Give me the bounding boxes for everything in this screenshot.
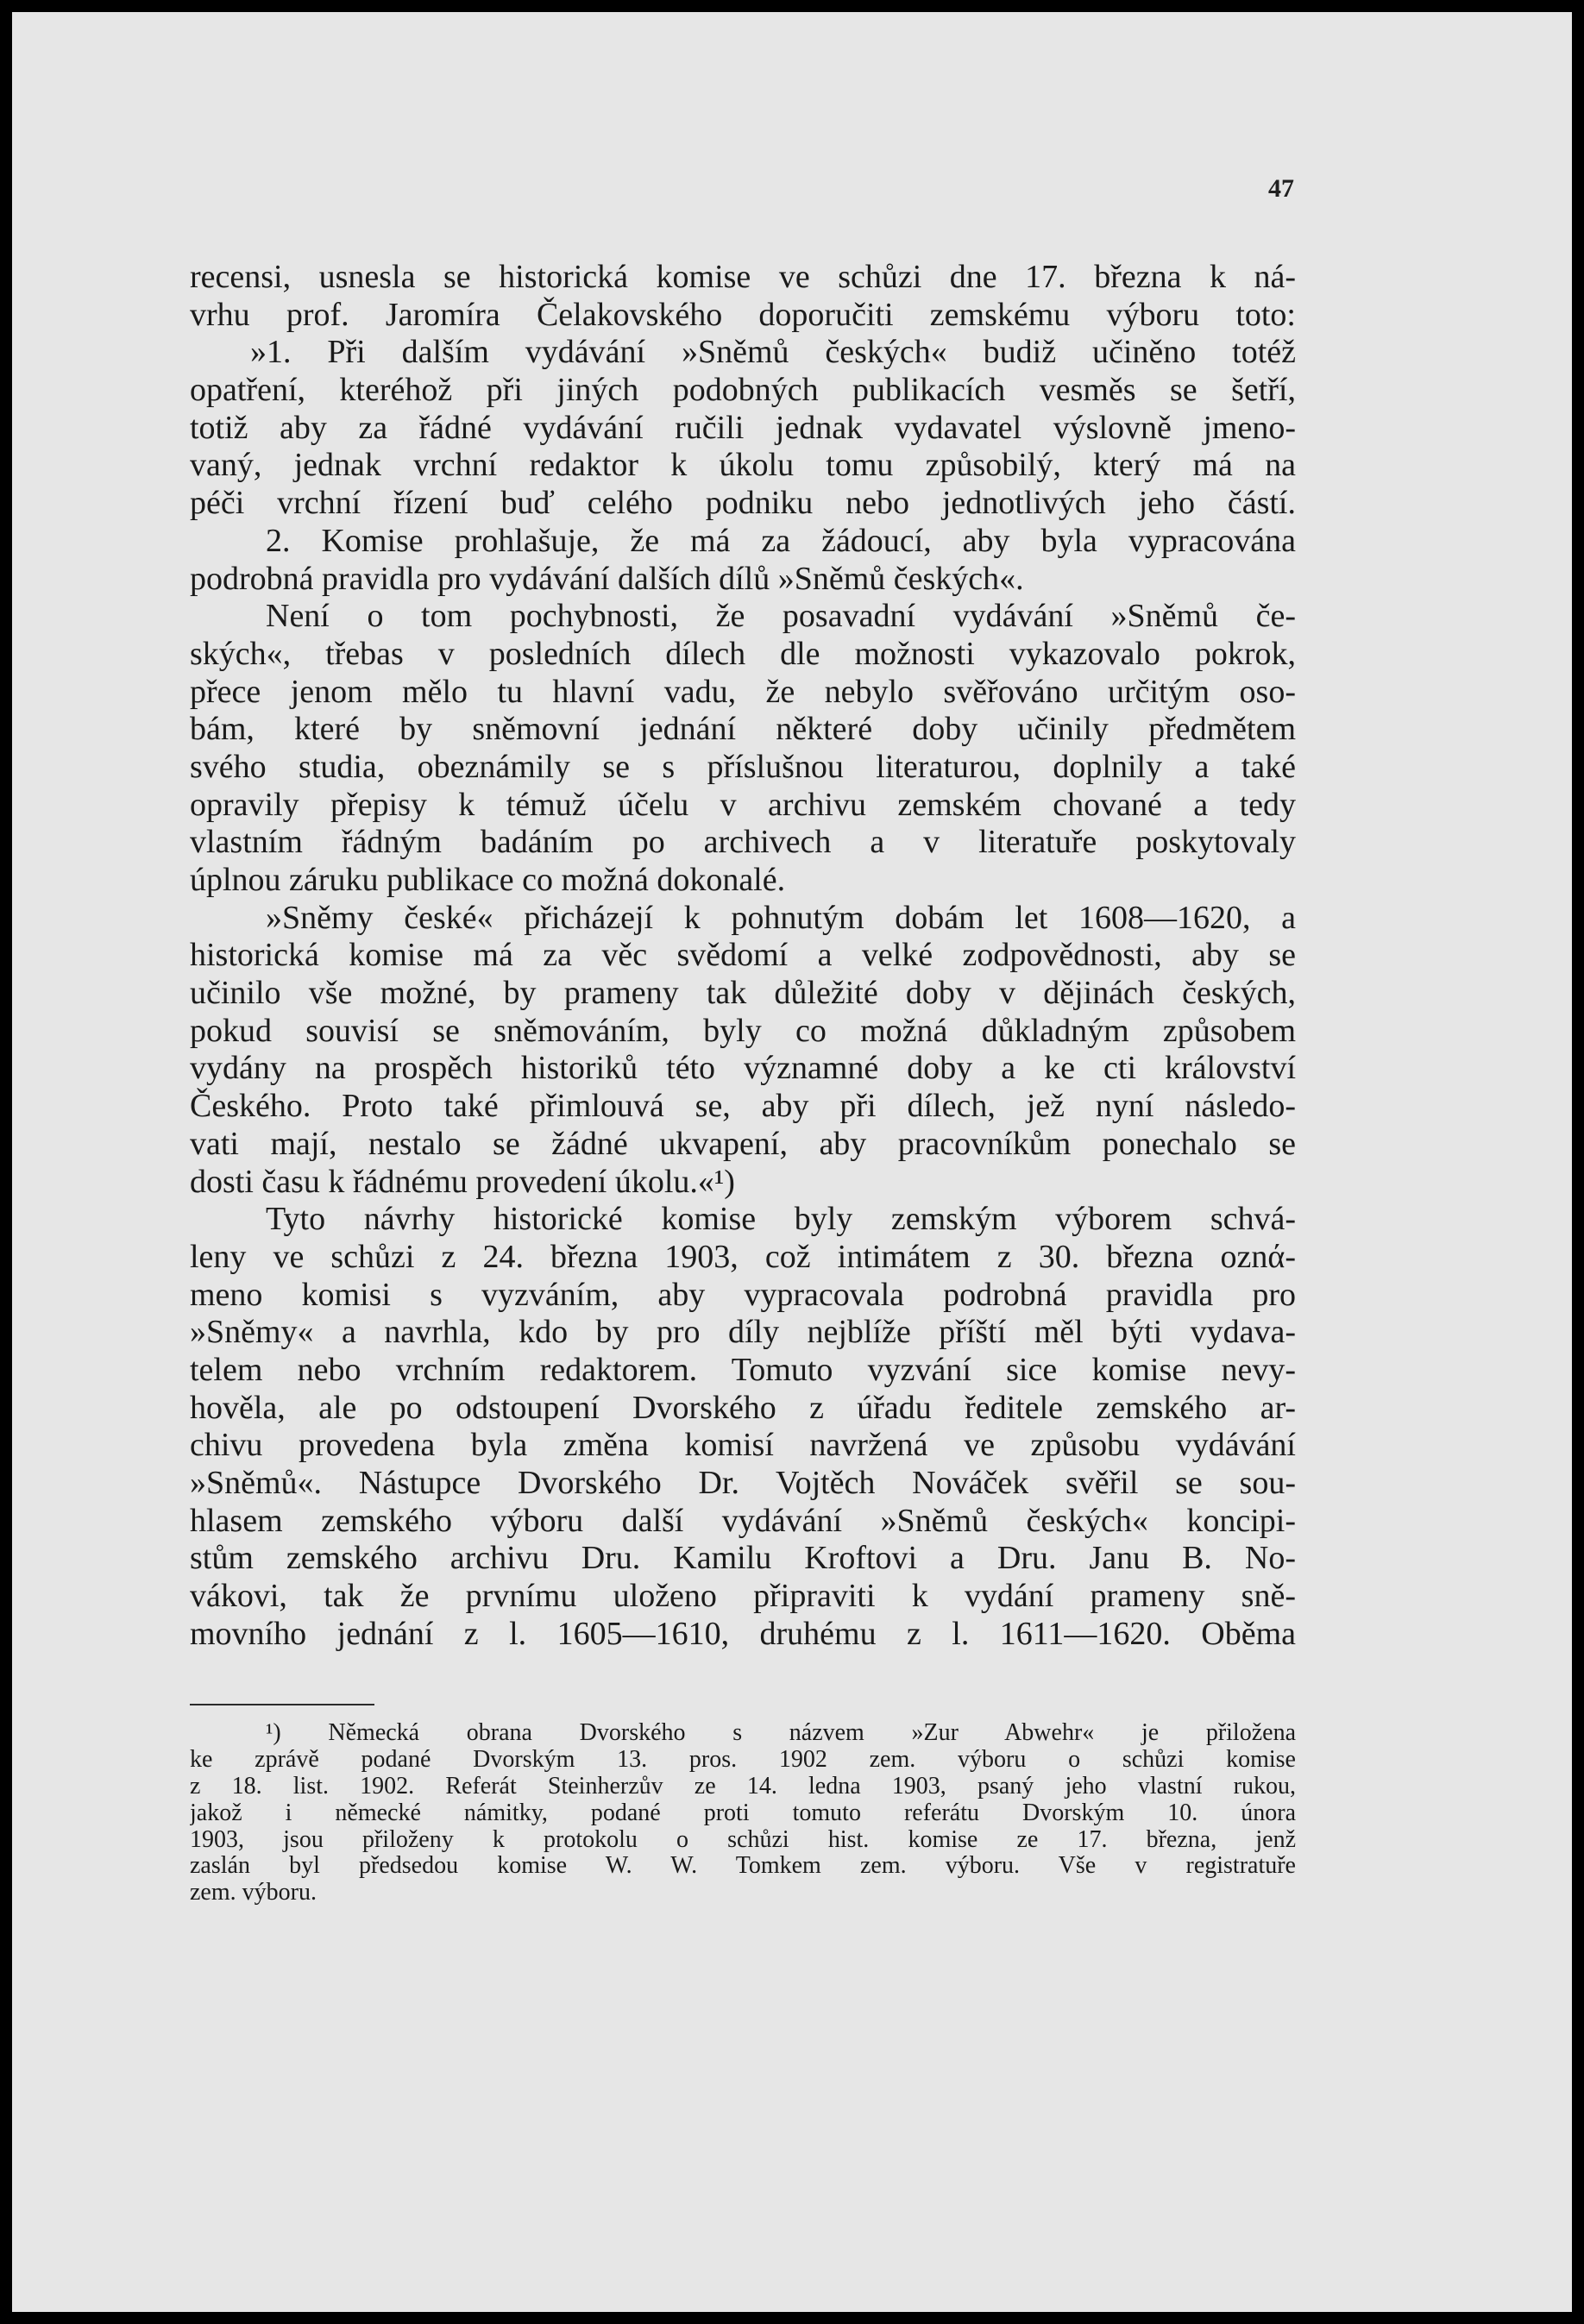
text-line: Tyto návrhy historické komise byly zemským výborem schvá- [266,1201,1296,1238]
text-line: recensi, usnesla se historická komise ve schůzi dne 17. března k ná- [190,259,1296,295]
text-line: hověla, ale po odstoupení Dvorského z úřadu ředitele zemského ar- [190,1389,1296,1426]
text-line: pokud souvisí se sněmováním, byly co možná důkladným způsobem [190,1012,1296,1049]
footnote-line: ¹) Německá obrana Dvorského s názvem »Zur Abwehr« je přiložena [266,1720,1296,1746]
text-line: leny ve schůzi z 24. března 1903, což intimátem z 30. března oznά- [190,1238,1296,1275]
footnote-line: z 18. list. 1902. Referát Steinherzův ze 14. ledna 1903, psaný jeho vlastní rukou, [190,1773,1296,1800]
footnote-line: zaslán byl předsedou komise W. W. Tomkem zem. výboru. Vše v registratuře [190,1853,1296,1880]
text-line: meno komisi s vyzváním, aby vypracovala podrobná pravidla pro [190,1276,1296,1313]
text-line: »1. Při dalším vydávání »Sněmů českých« budiž učiněno totéž [250,334,1296,371]
footnote-line: 1903, jsou přiloženy k protokolu o schůzi hist. komise ze 17. března, jenž [190,1826,1296,1853]
text-line: opatření, kteréhož při jiných podobných publikacích vesměs se šetří, [190,372,1296,409]
page-number: 47 [1268,174,1294,203]
text-line: historická komise má za věc svědomí a velké zodpovědnosti, aby se [190,937,1296,974]
body-text [190,259,1296,1653]
text-line: vákovi, tak že prvnímu uloženo připraviti k vydání prameny sně- [190,1578,1296,1615]
text-line: opravily přepisy k témuž účelu v archivu zemském chované a tedy [190,786,1296,823]
document-page [12,12,1572,2312]
text-line: movního jednání z l. 1605—1610, druhému z l. 1611—1620. Oběma [190,1615,1296,1652]
text-line: »Sněmy« a navrhla, kdo by pro díly nejblíže příští měl býti vydava- [190,1314,1296,1351]
text-line: ských«, třebas v posledních dílech dle možnosti vykazovalo pokrok, [190,635,1296,672]
footnote-separator [190,1704,374,1705]
text-line: vaný, jednak vrchní redaktor k úkolu tomu způsobilý, který má na [190,447,1296,484]
text-line: vati mají, nestalo se žádné ukvapení, aby pracovníkům ponechalo se [190,1125,1296,1162]
text-line: podrobná pravidla pro vydávání dalších dílů »Sněmů českých«. [190,560,1024,597]
text-line: bám, které by sněmovní jednání některé doby učinily předmětem [190,711,1296,748]
text-line: »Sněmů«. Nástupce Dvorského Dr. Vojtěch Nováček svěřil se sou- [190,1465,1296,1501]
text-line: Není o tom pochybnosti, že posavadní vydávání »Sněmů če- [266,598,1296,635]
text-line: »Sněmy české« přicházejí k pohnutým dobám let 1608—1620, a [266,899,1296,936]
footnote-line: zem. výboru. [190,1880,317,1906]
footnote-line: jakož i německé námitky, podané proti tomuto referátu Dvorským 10. února [190,1800,1296,1826]
text-line: dosti času k řádnému provedení úkolu.«¹) [190,1163,735,1200]
text-line: chivu provedena byla změna komisí navržená ve způsobu vydávání [190,1427,1296,1464]
text-line: stům zemského archivu Dru. Kamilu Kroftovi a Dru. Janu B. No- [190,1540,1296,1577]
text-line: vlastním řádným badáním po archivech a v literatuře poskytovaly [190,824,1296,861]
text-line: péči vrchní řízení buď celého podniku nebo jednotlivých jeho částí. [190,485,1296,522]
text-line: vydány na prospěch historiků této významné doby a ke cti království [190,1050,1296,1087]
text-line: totiž aby za řádné vydávání ručili jednak vydavatel výslovně jmeno- [190,409,1296,446]
text-line: svého studia, obeznámily se s příslušnou literaturou, doplnily a také [190,748,1296,785]
text-line: úplnou záruku publikace co možná dokonalé. [190,862,786,898]
text-line: učinilo vše možné, by prameny tak důležité doby v dějinách českých, [190,975,1296,1012]
text-line: 2. Komise prohlašuje, že má za žádoucí, aby byla vypracována [266,522,1296,559]
text-line: hlasem zemského výboru další vydávání »Sněmů českých« koncipi- [190,1502,1296,1539]
text-line: přece jenom mělo tu hlavní vadu, že nebylo svěřováno určitým oso- [190,673,1296,710]
footnote [190,1720,1296,1906]
text-line: vrhu prof. Jaromíra Čelakovského doporučiti zemskému výboru toto: [190,296,1296,333]
text-line: Českého. Proto také přimlouvá se, aby při dílech, jež nyní následo- [190,1088,1296,1125]
footnote-line: ke zprávě podané Dvorským 13. pros. 1902 zem. výboru o schůzi komise [190,1746,1296,1773]
text-line: telem nebo vrchním redaktorem. Tomuto vyzvání sice komise nevy- [190,1351,1296,1388]
